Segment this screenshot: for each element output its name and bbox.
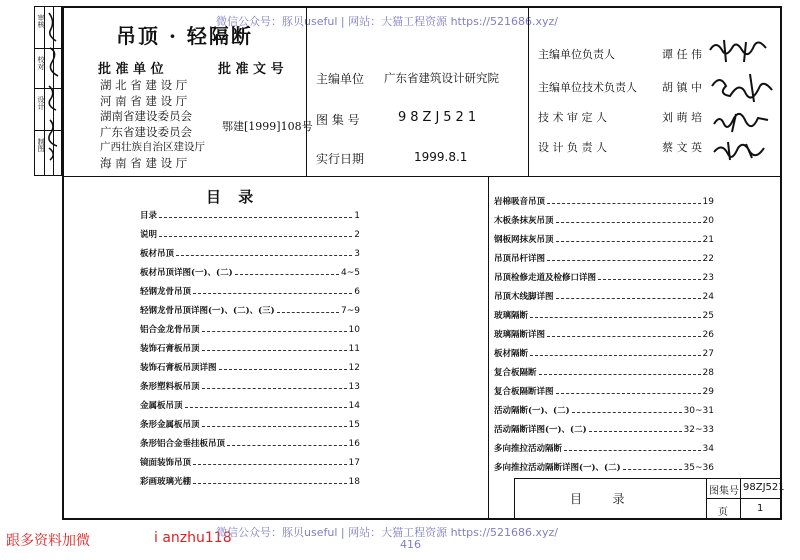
date-value: 1999.8.1 [414, 150, 468, 164]
editor-label: 主编单位 [316, 72, 365, 86]
toc-entry[interactable]: 玻璃隔断 25 [494, 311, 714, 321]
responsible-row [538, 46, 702, 62]
approval-unit: 海 南 省 建 设 厅 [100, 155, 188, 170]
responsible-role: 设 计 负 责 人 [538, 141, 607, 154]
toc-entry[interactable]: 吊顶吊杆详图 22 [494, 254, 714, 264]
toc-entry[interactable]: 吊顶木线脚详图 24 [494, 292, 714, 302]
watermark-bottom: 微信公众号：豚贝useful | 网站：大猫工程资源 https://521686.xyz/ [216, 526, 558, 539]
title-block-name: 目 录 [570, 492, 625, 506]
responsible-name: 刘 萌 培 [662, 111, 702, 124]
approval-units-list [100, 78, 220, 171]
title-block [514, 478, 782, 520]
atlas-value: 98ZJ521 [398, 110, 481, 125]
toc-entry[interactable]: 板材隔断 27 [494, 349, 714, 359]
approval-doc-number: 鄂建[1999]108号 [222, 120, 313, 133]
toc-entry[interactable]: 复合板隔断 28 [494, 368, 714, 378]
toc-entry[interactable]: 板材吊顶详图(一)、(二) 4~5 [140, 268, 360, 278]
strip-label-draw: 制图 [37, 138, 45, 152]
responsible-name: 蔡 文 英 [662, 141, 702, 154]
handwritten-signatures [706, 34, 780, 164]
toc-entry[interactable]: 玻璃隔断详图 26 [494, 330, 714, 340]
toc-entry[interactable]: 钢板网抹灰吊顶 21 [494, 235, 714, 245]
toc-entry[interactable]: 装饰石膏板吊顶详图 12 [140, 363, 360, 373]
responsible-row [538, 109, 702, 125]
editor-value: 广东省建筑设计研究院 [384, 71, 499, 85]
toc-entry[interactable]: 装饰石膏板吊顶 11 [140, 344, 360, 354]
toc-entry[interactable]: 彩画玻璃光棚 18 [140, 477, 360, 487]
responsible-role: 技 术 审 定 人 [538, 111, 607, 124]
toc-entry[interactable]: 岩棉吸音吊顶 19 [494, 197, 714, 207]
toc-entry[interactable]: 板材吊顶 3 [140, 249, 360, 259]
title-block-page-label: 页 [718, 507, 728, 518]
approval-unit: 河 南 省 建 设 厅 [100, 93, 188, 108]
contact-text-right: i anzhu118 [154, 530, 232, 546]
document-title: 吊顶 · 轻隔断 [116, 24, 253, 48]
toc-entry[interactable]: 多向推拉活动隔断详图(一)、(二) 35~36 [494, 463, 714, 473]
atlas-label: 图 集 号 [316, 113, 360, 127]
responsible-row [538, 79, 702, 95]
toc-entry[interactable]: 轻钢龙骨吊顶详图(一)、(二)、(三) 7~9 [140, 306, 360, 316]
toc-entry[interactable]: 活动隔断详图(一)、(二) 32~33 [494, 425, 714, 435]
page-number-bottom: 416 [400, 538, 421, 551]
contact-text-left: 跟多资料加微 [6, 533, 90, 549]
date-label: 实行日期 [316, 152, 365, 166]
toc-entry[interactable]: 复合板隔断详图 29 [494, 387, 714, 397]
watermark-top: 微信公众号：豚贝useful | 网站：大猫工程资源 https://521686.xyz/ [216, 15, 558, 28]
toc-entry[interactable]: 目录 1 [140, 211, 360, 221]
toc-entry[interactable]: 木板条抹灰吊顶 20 [494, 216, 714, 226]
approval-unit: 广西壮族自治区建设厅 [100, 141, 205, 153]
toc-entry[interactable]: 镜面装饰吊顶 17 [140, 458, 360, 468]
toc-entry[interactable]: 条形铝合金垂挂板吊顶 16 [140, 439, 360, 449]
approval-unit: 湖 北 省 建 设 厅 [100, 78, 188, 92]
toc-entry[interactable]: 多向推拉活动隔断 34 [494, 444, 714, 454]
toc-entry[interactable]: 条形金属板吊顶 15 [140, 420, 360, 430]
header-divider [62, 176, 782, 177]
responsible-name: 胡 镇 中 [662, 81, 702, 94]
responsible-name: 谭 任 伟 [662, 48, 702, 61]
toc-entry[interactable]: 铝合金龙骨吊顶 10 [140, 325, 360, 335]
strip-label-review: 审核 [37, 14, 45, 28]
responsible-role: 主编单位负责人 [538, 48, 615, 61]
title-block-atlas-value: 98ZJ521 [743, 482, 785, 493]
strip-handwritten-signatures [46, 8, 61, 173]
toc-entry[interactable]: 金属板吊顶 14 [140, 401, 360, 411]
toc-entry[interactable]: 轻钢龙骨吊顶 6 [140, 287, 360, 297]
strip-label-check: 校对 [37, 56, 45, 70]
approval-unit: 广东省建设委员会 [100, 124, 192, 139]
approval-unit: 湖南省建设委员会 [100, 109, 192, 123]
toc-entry[interactable]: 吊顶检修走道及检修口详图 23 [494, 273, 714, 283]
responsible-role: 主编单位技术负责人 [538, 81, 637, 94]
title-block-atlas-label: 图集号 [709, 486, 739, 497]
title-block-page-value: 1 [757, 503, 764, 514]
toc-heading: 目 录 [206, 188, 260, 206]
toc-entry[interactable]: 说明 2 [140, 230, 360, 240]
strip-label-design: 设计 [37, 96, 45, 110]
responsible-row [538, 139, 702, 155]
toc-entry[interactable]: 活动隔断(一)、(二) 30~31 [494, 406, 714, 416]
approval-unit-label: 批 准 单 位 [98, 62, 164, 77]
approval-doc-label: 批 准 文 号 [218, 62, 284, 77]
toc-entry[interactable]: 条形塑料板吊顶 13 [140, 382, 360, 392]
